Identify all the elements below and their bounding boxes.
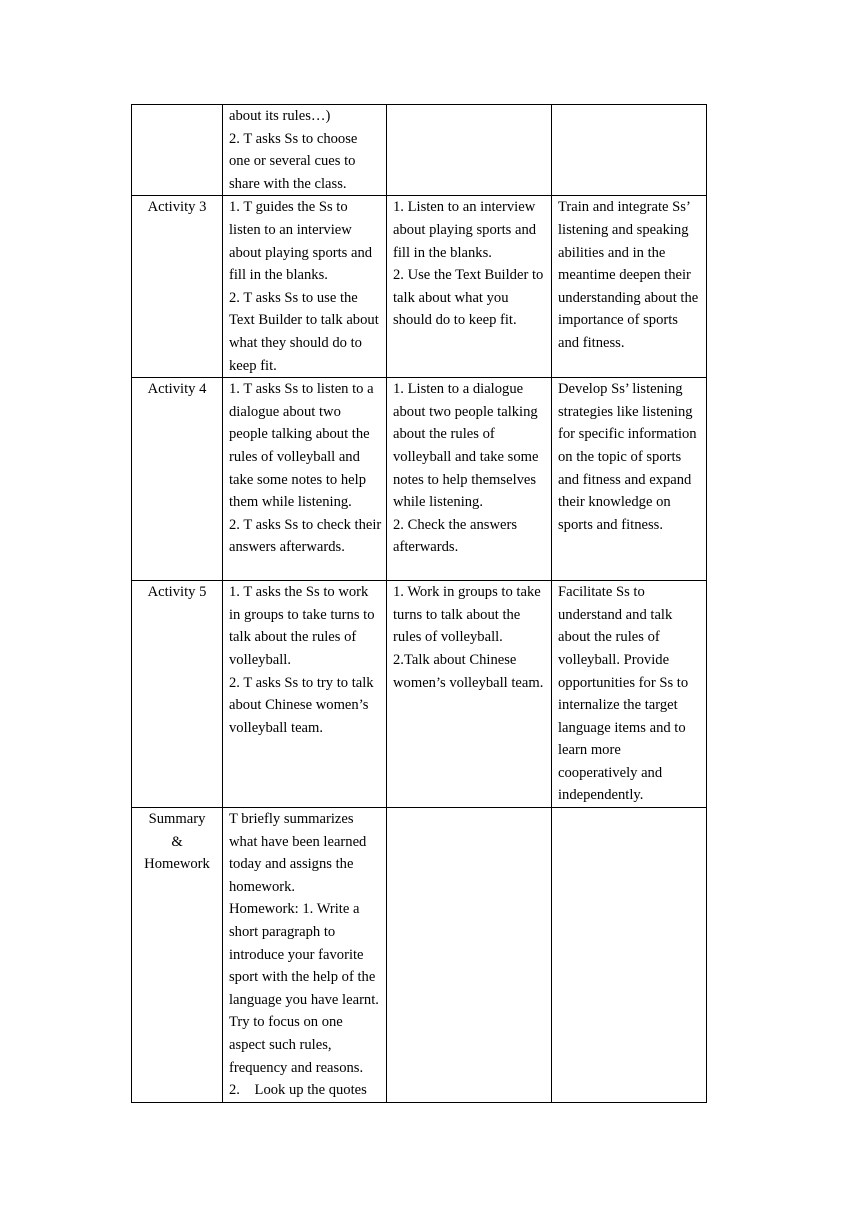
student-step: 1. Work in groups to take turns to talk about the rules of volleyball.	[393, 584, 541, 646]
student-activity-cell	[387, 378, 552, 581]
teacher-step: 2. T asks Ss to try to talk about Chinese women’s volleyball team.	[229, 674, 374, 736]
student-step: 2.Talk about Chinese women’s volleyball team.	[393, 651, 544, 691]
teacher-step: T briefly summarizes what have been learned today and assigns the homework.	[229, 811, 367, 895]
teacher-activity-cell	[223, 808, 387, 1103]
table-row	[132, 808, 707, 1103]
teacher-activity-cell	[223, 196, 387, 378]
student-step: 2. Check the answers afterwards.	[393, 516, 518, 556]
activity-label-line: &	[171, 833, 183, 850]
purpose-cell: Train and integrate Ss’ listening and speaking abilities and in the meantime deepen their understanding about the importance of sports and fitness.	[552, 196, 707, 378]
activity-cell: Activity 3	[132, 196, 223, 378]
teacher-step: 2. T asks Ss to check their answers afterwards.	[229, 516, 382, 556]
table-row	[132, 105, 707, 196]
student-activity-cell	[387, 808, 552, 1103]
student-activity-cell	[387, 196, 552, 378]
student-step: 1. Listen to an interview about playing sports and fill in the blanks.	[393, 199, 537, 261]
activity-cell	[132, 105, 223, 196]
table-row	[132, 378, 707, 581]
homework-text: 2. Look up the quotes	[229, 1082, 367, 1099]
teacher-step: 2. T asks Ss to use the Text Builder to talk about what they should do to keep fit.	[229, 289, 379, 374]
activity-cell	[132, 808, 223, 1103]
activity-label-line: Homework	[144, 856, 210, 873]
activity-label-line: Summary	[148, 811, 206, 828]
purpose-cell: Facilitate Ss to understand and talk about the rules of volleyball. Provide opportunities for Ss to internalize the target language items and to learn more cooperatively and independently.	[552, 581, 707, 808]
purpose-cell	[552, 808, 707, 1103]
teacher-step: 1. T asks Ss to listen to a dialogue about two people talking about the rules of volleyball and take some notes to help them while listening.	[229, 381, 374, 511]
teacher-step: about its rules…)	[229, 108, 331, 124]
teacher-step: 1. T asks the Ss to work in groups to take turns to talk about the rules of volleyball.	[229, 584, 375, 668]
teacher-step: 1. T guides the Ss to listen to an interview about playing sports and fill in the blanks.	[229, 199, 373, 284]
student-activity-cell	[387, 581, 552, 808]
teacher-activity-cell	[223, 378, 387, 581]
teacher-step: 2. T asks Ss to choose one or several cues to share with the class.	[229, 130, 358, 192]
student-step: 1. Listen to a dialogue about two people talking about the rules of volleyball and take some notes to help themselves while listening.	[393, 381, 539, 511]
activity-cell: Activity 5	[132, 581, 223, 808]
teacher-activity-cell	[223, 581, 387, 808]
student-activity-cell	[387, 105, 552, 196]
teacher-activity-cell	[223, 105, 387, 196]
activity-cell: Activity 4	[132, 378, 223, 581]
lesson-plan-table	[131, 104, 707, 1103]
table-row	[132, 581, 707, 808]
homework-text: Homework: 1. Write a short paragraph to introduce your favorite sport with the help of the language you have learnt. Try to focus on one aspect such rules, frequency and reasons.	[229, 901, 379, 1076]
student-step: 2. Use the Text Builder to talk about what you should do to keep fit.	[393, 267, 544, 329]
table-row	[132, 196, 707, 378]
purpose-cell	[552, 105, 707, 196]
purpose-cell: Develop Ss’ listening strategies like listening for specific information on the topic of sports and fitness and expand their knowledge on sports and fitness.	[552, 378, 707, 581]
